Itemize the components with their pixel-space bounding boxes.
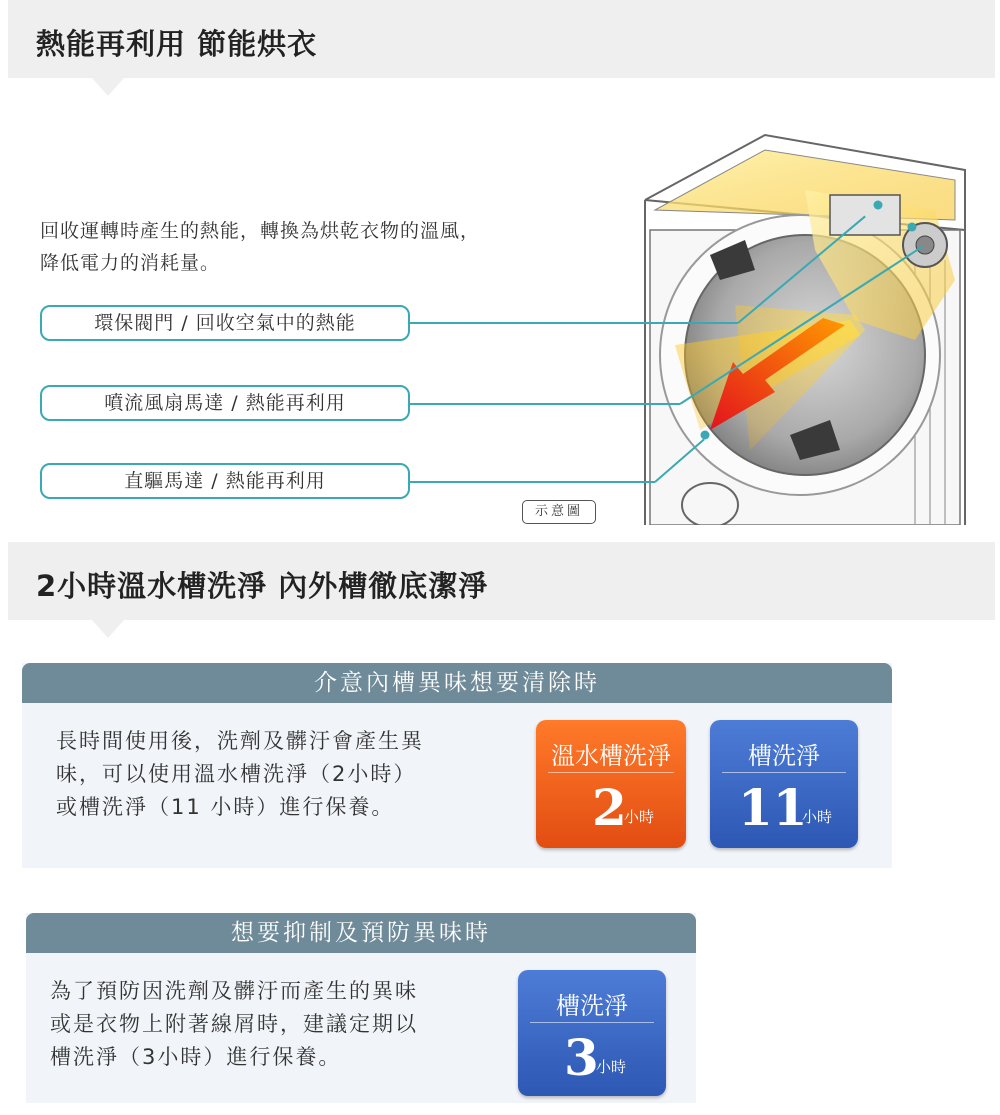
callout-jet-fan-motor: 噴流風扇馬達 / 熱能再利用 [40, 385, 410, 421]
badge-unit: 小時 [596, 1058, 627, 1076]
section-title: 2小時溫水槽洗淨 內外槽徹底潔淨 [36, 569, 489, 603]
section-header-heat-reuse [8, 0, 995, 78]
badge-unit: 小時 [624, 808, 655, 826]
badge-label: 槽洗淨 [748, 742, 820, 770]
diagram-tag: 示意圖 [522, 500, 596, 524]
card-heading: 想要抑制及預防異味時 [26, 913, 696, 953]
card-text-line: 或是衣物上附著線屑時，建議定期以 [50, 1012, 418, 1036]
card-text-line: 或槽洗淨（11 小時）進行保養。 [56, 795, 395, 819]
callout-line-valve [410, 322, 738, 324]
badge-warm-water-tub-clean [536, 720, 686, 848]
badge-divider [530, 1022, 654, 1023]
card-text [50, 975, 418, 1074]
card-text [56, 725, 424, 824]
badge-divider [548, 772, 674, 773]
callout-line-motor [410, 481, 655, 483]
badge-tub-clean [710, 720, 858, 848]
description-line: 降低電力的消耗量。 [40, 252, 221, 274]
card-prevent-odor [26, 913, 696, 1103]
badge-tub-clean [518, 970, 666, 1096]
header-notch [92, 78, 124, 96]
callout-eco-valve: 環保閥門 / 回收空氣中的熱能 [40, 305, 410, 341]
badge-unit: 小時 [802, 808, 833, 826]
badge-divider [722, 772, 846, 773]
section-title: 熱能再利用 節能烘衣 [36, 27, 318, 61]
badge-hours: 11 [738, 778, 808, 837]
callout-direct-drive-motor: 直驅馬達 / 熱能再利用 [40, 463, 410, 499]
card-heading: 介意內槽異味想要清除時 [22, 663, 892, 703]
section-header-tub-clean [8, 542, 995, 620]
card-remove-odor [22, 663, 892, 868]
heat-reuse-description [40, 215, 480, 279]
badge-hours: 3 [564, 1028, 599, 1087]
card-text-line: 味，可以使用溫水槽洗淨（2小時） [56, 762, 417, 786]
card-text-line: 為了預防因洗劑及髒汙而產生的異味 [50, 979, 418, 1003]
callout-line-fan [410, 403, 680, 405]
header-notch [92, 620, 124, 638]
description-line: 回收運轉時產生的熱能，轉換為烘乾衣物的溫風， [40, 220, 481, 242]
badge-hours: 2 [592, 778, 627, 837]
badge-label: 溫水槽洗淨 [551, 742, 671, 770]
card-text-line: 長時間使用後，洗劑及髒汙會產生異 [56, 729, 424, 753]
badge-label: 槽洗淨 [556, 992, 628, 1020]
card-text-line: 槽洗淨（3小時）進行保養。 [50, 1045, 342, 1069]
